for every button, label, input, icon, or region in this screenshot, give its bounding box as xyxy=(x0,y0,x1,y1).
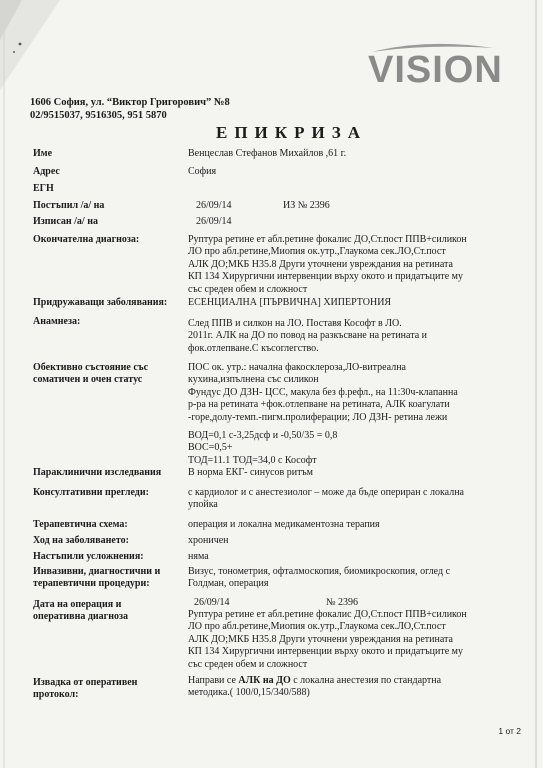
operation-number: № 2396 xyxy=(326,597,359,608)
anamnesis-value xyxy=(188,318,528,355)
objective-status-line: кухина,изпълнена със силикон xyxy=(188,374,319,386)
clinic-address: 1606 София, ул. “Виктор Григорович” №8 xyxy=(30,97,230,108)
final-diagnosis-line: със среден обем и сложност xyxy=(188,283,308,295)
protocol-text: Направи се xyxy=(188,675,239,686)
final-diagnosis-label: Окончателна диагноза: xyxy=(33,234,140,245)
tonometry: ТОД=11.1 ТОД=34,0 с Кософт xyxy=(188,454,317,466)
protocol-value xyxy=(188,675,528,700)
egn-label: ЕГН xyxy=(33,183,54,194)
paraclinical-value: В норма ЕКГ- синусов ритъм xyxy=(188,467,313,478)
consultations-line: упойка xyxy=(188,499,218,511)
page-indicator: 1 от 2 xyxy=(498,726,521,736)
protocol-text: с локална анестезия по стандартна xyxy=(290,675,442,686)
objective-status-label-line: соматичен и очен статус xyxy=(33,374,143,385)
therapy-label: Терапевтична схема: xyxy=(33,519,128,530)
protocol-label-line: Извадка от оперативен xyxy=(33,677,138,688)
operation-label-line: Дата на операция и xyxy=(33,599,122,610)
address-value: София xyxy=(188,166,217,177)
operation-diagnosis xyxy=(188,609,528,671)
procedures-label xyxy=(33,566,183,590)
logo-text: VISION xyxy=(368,49,503,91)
anamnesis-line: 2011г. АЛК на ДО по повод на разкъсване на ретината и xyxy=(188,330,427,342)
admitted-label: Постъпил /а/ на xyxy=(33,200,105,211)
procedures-label-line: терапевтични процедури: xyxy=(33,578,150,589)
final-diagnosis-value xyxy=(188,234,528,296)
operation-label xyxy=(33,599,183,623)
consultations-line: с кардиолог и с анестезиолог – може да бъде опериран с локална xyxy=(188,487,464,498)
protocol-label xyxy=(33,677,183,701)
objective-status-value xyxy=(188,362,528,467)
protocol-line: методика.( 100/0,15/340/588) xyxy=(188,687,310,699)
final-diagnosis-line: КП 134 Хирургични интервенции върху окото и придатъците му xyxy=(188,271,463,283)
objective-status-label xyxy=(33,362,183,386)
objective-status-line: ПОС ок. утр.: начална факосклероза,ЛО-витреална xyxy=(188,362,406,373)
document-title: ЕПИКРИЗА xyxy=(216,123,367,142)
comorbidities-value: ЕСЕНЦИАЛНА [ПЪРВИЧНА] ХИПЕРТОНИЯ xyxy=(188,297,392,308)
protocol-label-line: протокол: xyxy=(33,689,79,700)
anamnesis-label: Анамнеза: xyxy=(33,316,81,327)
operation-diagnosis-line: ЛО про абл.ретине,Миопия ок.утр.,Глаукома сек.ЛО,Ст.пост xyxy=(188,621,446,633)
operation-diagnosis-line: АЛК ДО;МКБ Н35.8 Други уточнени увреждания на ретината xyxy=(188,633,453,645)
admitted-date: 26/09/14 xyxy=(196,200,232,211)
discharged-label: Изписан /а/ на xyxy=(33,216,98,227)
operation-diagnosis-line: КП 134 Хирургични интервенции върху окото и придатъците му xyxy=(188,646,463,658)
consultations-value xyxy=(188,487,528,512)
operation-diagnosis-line: със среден обем и сложност xyxy=(188,658,308,670)
therapy-value: операция и локална медикаментозна терапия xyxy=(188,519,380,530)
procedures-line: Визус, тонометрия, офталмоскопия, биомикроскопия, оглед с xyxy=(188,566,451,577)
course-label: Ход на заболяването: xyxy=(33,535,129,546)
anamnesis-line: фок.отлепване.С късоглегство. xyxy=(188,342,319,354)
procedures-value xyxy=(188,566,528,591)
comorbidities-label: Придружаващи заболявания: xyxy=(33,297,168,308)
operation-date: 26/09/14 xyxy=(194,597,230,608)
objective-status-line: -горе,долу-темп.-пигм.пролиферации; ЛО ДЗН- ретина лежи xyxy=(188,411,448,423)
visual-acuity-od: ВОД=0,1 с-3,25дсф и -0,50/35 = 0,8 xyxy=(188,430,338,442)
consultations-label: Консултативни прегледи: xyxy=(33,487,149,498)
clinic-phones: 02/9515037, 9516305, 951 5870 xyxy=(30,110,167,121)
final-diagnosis-line: Руптура ретине ет абл.ретине фокалис ДО,Ст.пост ППВ+силикон xyxy=(188,234,467,245)
visual-acuity-os: ВОС=0,5+ xyxy=(188,442,233,454)
name-value: Венцеслав Стефанов Михайлов ,61 г. xyxy=(188,148,347,159)
protocol-procedure: АЛК на ДО xyxy=(238,675,291,686)
objective-status-line: р-ра на ретината +фок.отлепване на ретината, АЛК коагулати xyxy=(188,399,450,411)
complications-value: няма xyxy=(188,551,209,562)
operation-diagnosis-line: Руптура ретине ет абл.ретине фокалис ДО,Ст.пост ППВ+силикон xyxy=(188,609,467,620)
objective-status-line: Фундус ДО ДЗН- ЦСС, макула без ф.рефл., на 11:30ч-клапанна xyxy=(188,386,458,398)
procedures-label-line: Инвазивни, диагностични и xyxy=(33,566,161,577)
discharged-date: 26/09/14 xyxy=(196,216,232,227)
paraclinical-label: Параклинични изследвания xyxy=(33,467,162,478)
name-label: Име xyxy=(33,148,53,159)
vision-logo xyxy=(366,42,526,94)
address-label: Адрес xyxy=(33,166,60,177)
final-diagnosis-line: ЛО про абл.ретине,Миопия ок.утр.,Глаукома сек.ЛО,Ст.пост xyxy=(188,246,446,258)
operation-label-line: оперативна диагноза xyxy=(33,611,128,622)
final-diagnosis-line: АЛК ДО;МКБ Н35.8 Други уточнени увреждания на ретината xyxy=(188,258,453,270)
admission-record-number: ИЗ № 2396 xyxy=(283,200,330,211)
protocol-line xyxy=(188,675,528,687)
anamnesis-line: След ППВ и силкон на ЛО. Поставя Кософт в ЛО. xyxy=(188,318,402,329)
complications-label: Настъпили усложнения: xyxy=(33,551,144,562)
objective-status-label-line: Обективно състояние със xyxy=(33,362,149,373)
procedures-line: Голдман, операция xyxy=(188,578,269,590)
course-value: хроничен xyxy=(188,535,229,546)
